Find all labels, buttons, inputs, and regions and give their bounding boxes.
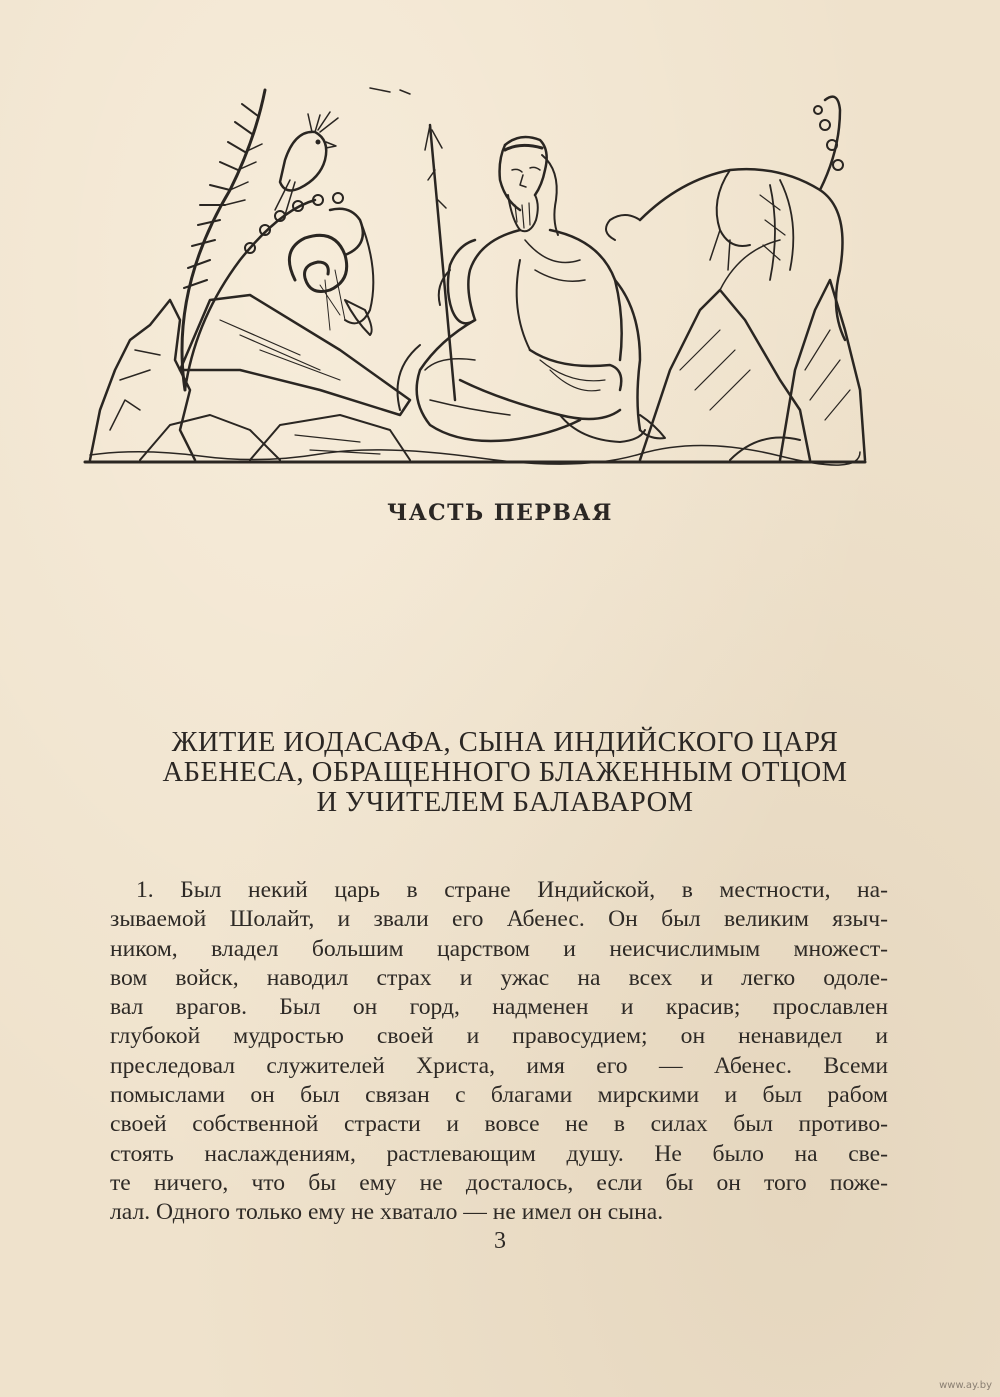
text-line: своей собственной страсти и вовсе не в силах был противо- [110,1111,888,1138]
chapter-title [90,728,920,818]
text-line: глубокой мудростью своей и правосудием; он ненавидел и [110,1023,888,1050]
chapter-title-line: ЖИТИЕ ИОДАСАФА, СЫНА ИНДИЙСКОГО ЦАРЯ [171,727,839,758]
text-line: преследовал служителей Христа, имя его — Абенес. Всеми [110,1052,888,1079]
chapter-title-line: И УЧИТЕЛЕМ БАЛАВАРОМ [316,787,694,818]
header-illustration [80,70,870,480]
text-line: те ничего, что бы ему не досталось, если бы он того поже- [110,1169,888,1196]
watermark: www.ay.by [939,1380,992,1391]
text-line: ником, владел большим царством и неисчислимым множест- [110,935,888,962]
page-number: 3 [494,1228,506,1254]
part-title: ЧАСТЬ ПЕРВАЯ [387,500,613,526]
chapter-title-line: АБЕНЕСА, ОБРАЩЕННОГО БЛАЖЕННЫМ ОТЦОМ [162,757,848,788]
text-line: 1. Был некий царь в стране Индийской, в местности, на- [136,877,888,903]
text-line: вом войск, наводил страх и ужас на всех и легко одоле- [110,964,888,991]
text-line: лал. Одного только ему не хватало — не имел он сына. [110,1199,664,1226]
text-line: зываемой Шолайт, и звали его Абенес. Он был великим языч- [110,906,888,933]
body-paragraph [110,876,888,1228]
text-line: стоять наслаждениям, растлевающим душу. Не было на све- [110,1140,888,1167]
text-line: вал врагов. Был он горд, надменен и красив; прославлен [110,994,888,1021]
seated-sage-drawing [80,70,870,480]
text-line: помыслами он был связан с благами мирскими и был рабом [110,1082,888,1109]
